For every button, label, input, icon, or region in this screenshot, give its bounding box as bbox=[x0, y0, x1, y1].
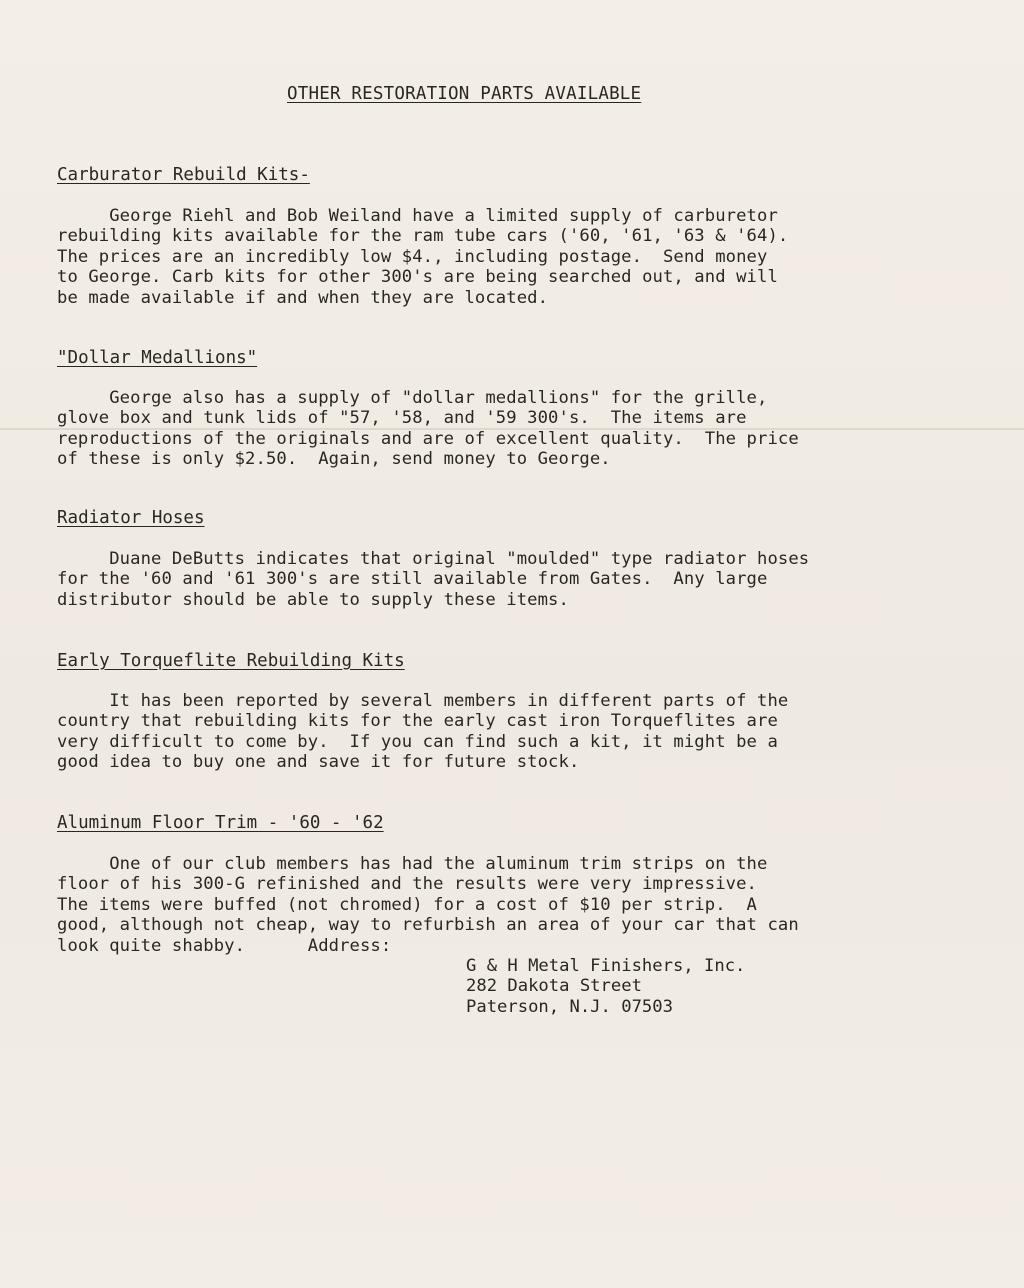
section-heading-radiator-hoses: Radiator Hoses bbox=[57, 508, 205, 528]
section-body-torqueflite: It has been reported by several members in different parts of the country that rebuilding kits for the early cast iron Torqueflites are very difficult to come by. If you can find such a kit, it might be a good idea to buy one and save it for future stock. bbox=[57, 691, 789, 773]
section-heading-torqueflite: Early Torqueflite Rebuilding Kits bbox=[57, 651, 405, 671]
address-block bbox=[466, 956, 745, 1017]
section-heading-dollar-medallions: "Dollar Medallions" bbox=[57, 348, 258, 368]
section-heading-floor-trim: Aluminum Floor Trim - '60 - '62 bbox=[57, 813, 384, 833]
address-line-3: Paterson, N.J. 07503 bbox=[466, 996, 673, 1017]
section-body-floor-trim: One of our club members has had the aluminum trim strips on the floor of his 300-G refinished and the results were very impressive. The items were buffed (not chromed) for a cost of $10 per strip. A good, although not cheap, way to refurbish an area of your car that can look quite shabby. Address: bbox=[57, 854, 799, 956]
address-line-2: 282 Dakota Street bbox=[466, 976, 642, 997]
section-heading-carburator: Carburator Rebuild Kits- bbox=[57, 165, 310, 185]
section-body-dollar-medallions: George also has a supply of "dollar medallions" for the grille, glove box and tunk lids of "57, '58, and '59 300's. The items are reproductions of the originals and are of excellent quality. The price of these is only $2.50. Again, send money to George. bbox=[57, 388, 799, 470]
section-body-carburator: George Riehl and Bob Weiland have a limited supply of carburetor rebuilding kits available for the ram tube cars ('60, '61, '63 & '64). The prices are an incredibly low $4., including postage. Send money to George. Carb kits for other 300's are being searched out, and will be made available if and when they are located. bbox=[57, 206, 789, 308]
page-title: OTHER RESTORATION PARTS AVAILABLE bbox=[287, 84, 642, 104]
address-line-1: G & H Metal Finishers, Inc. bbox=[466, 956, 746, 976]
section-body-radiator-hoses: Duane DeButts indicates that original "moulded" type radiator hoses for the '60 and '61 300's are still available from Gates. Any large distributor should be able to supply these items. bbox=[57, 549, 810, 610]
